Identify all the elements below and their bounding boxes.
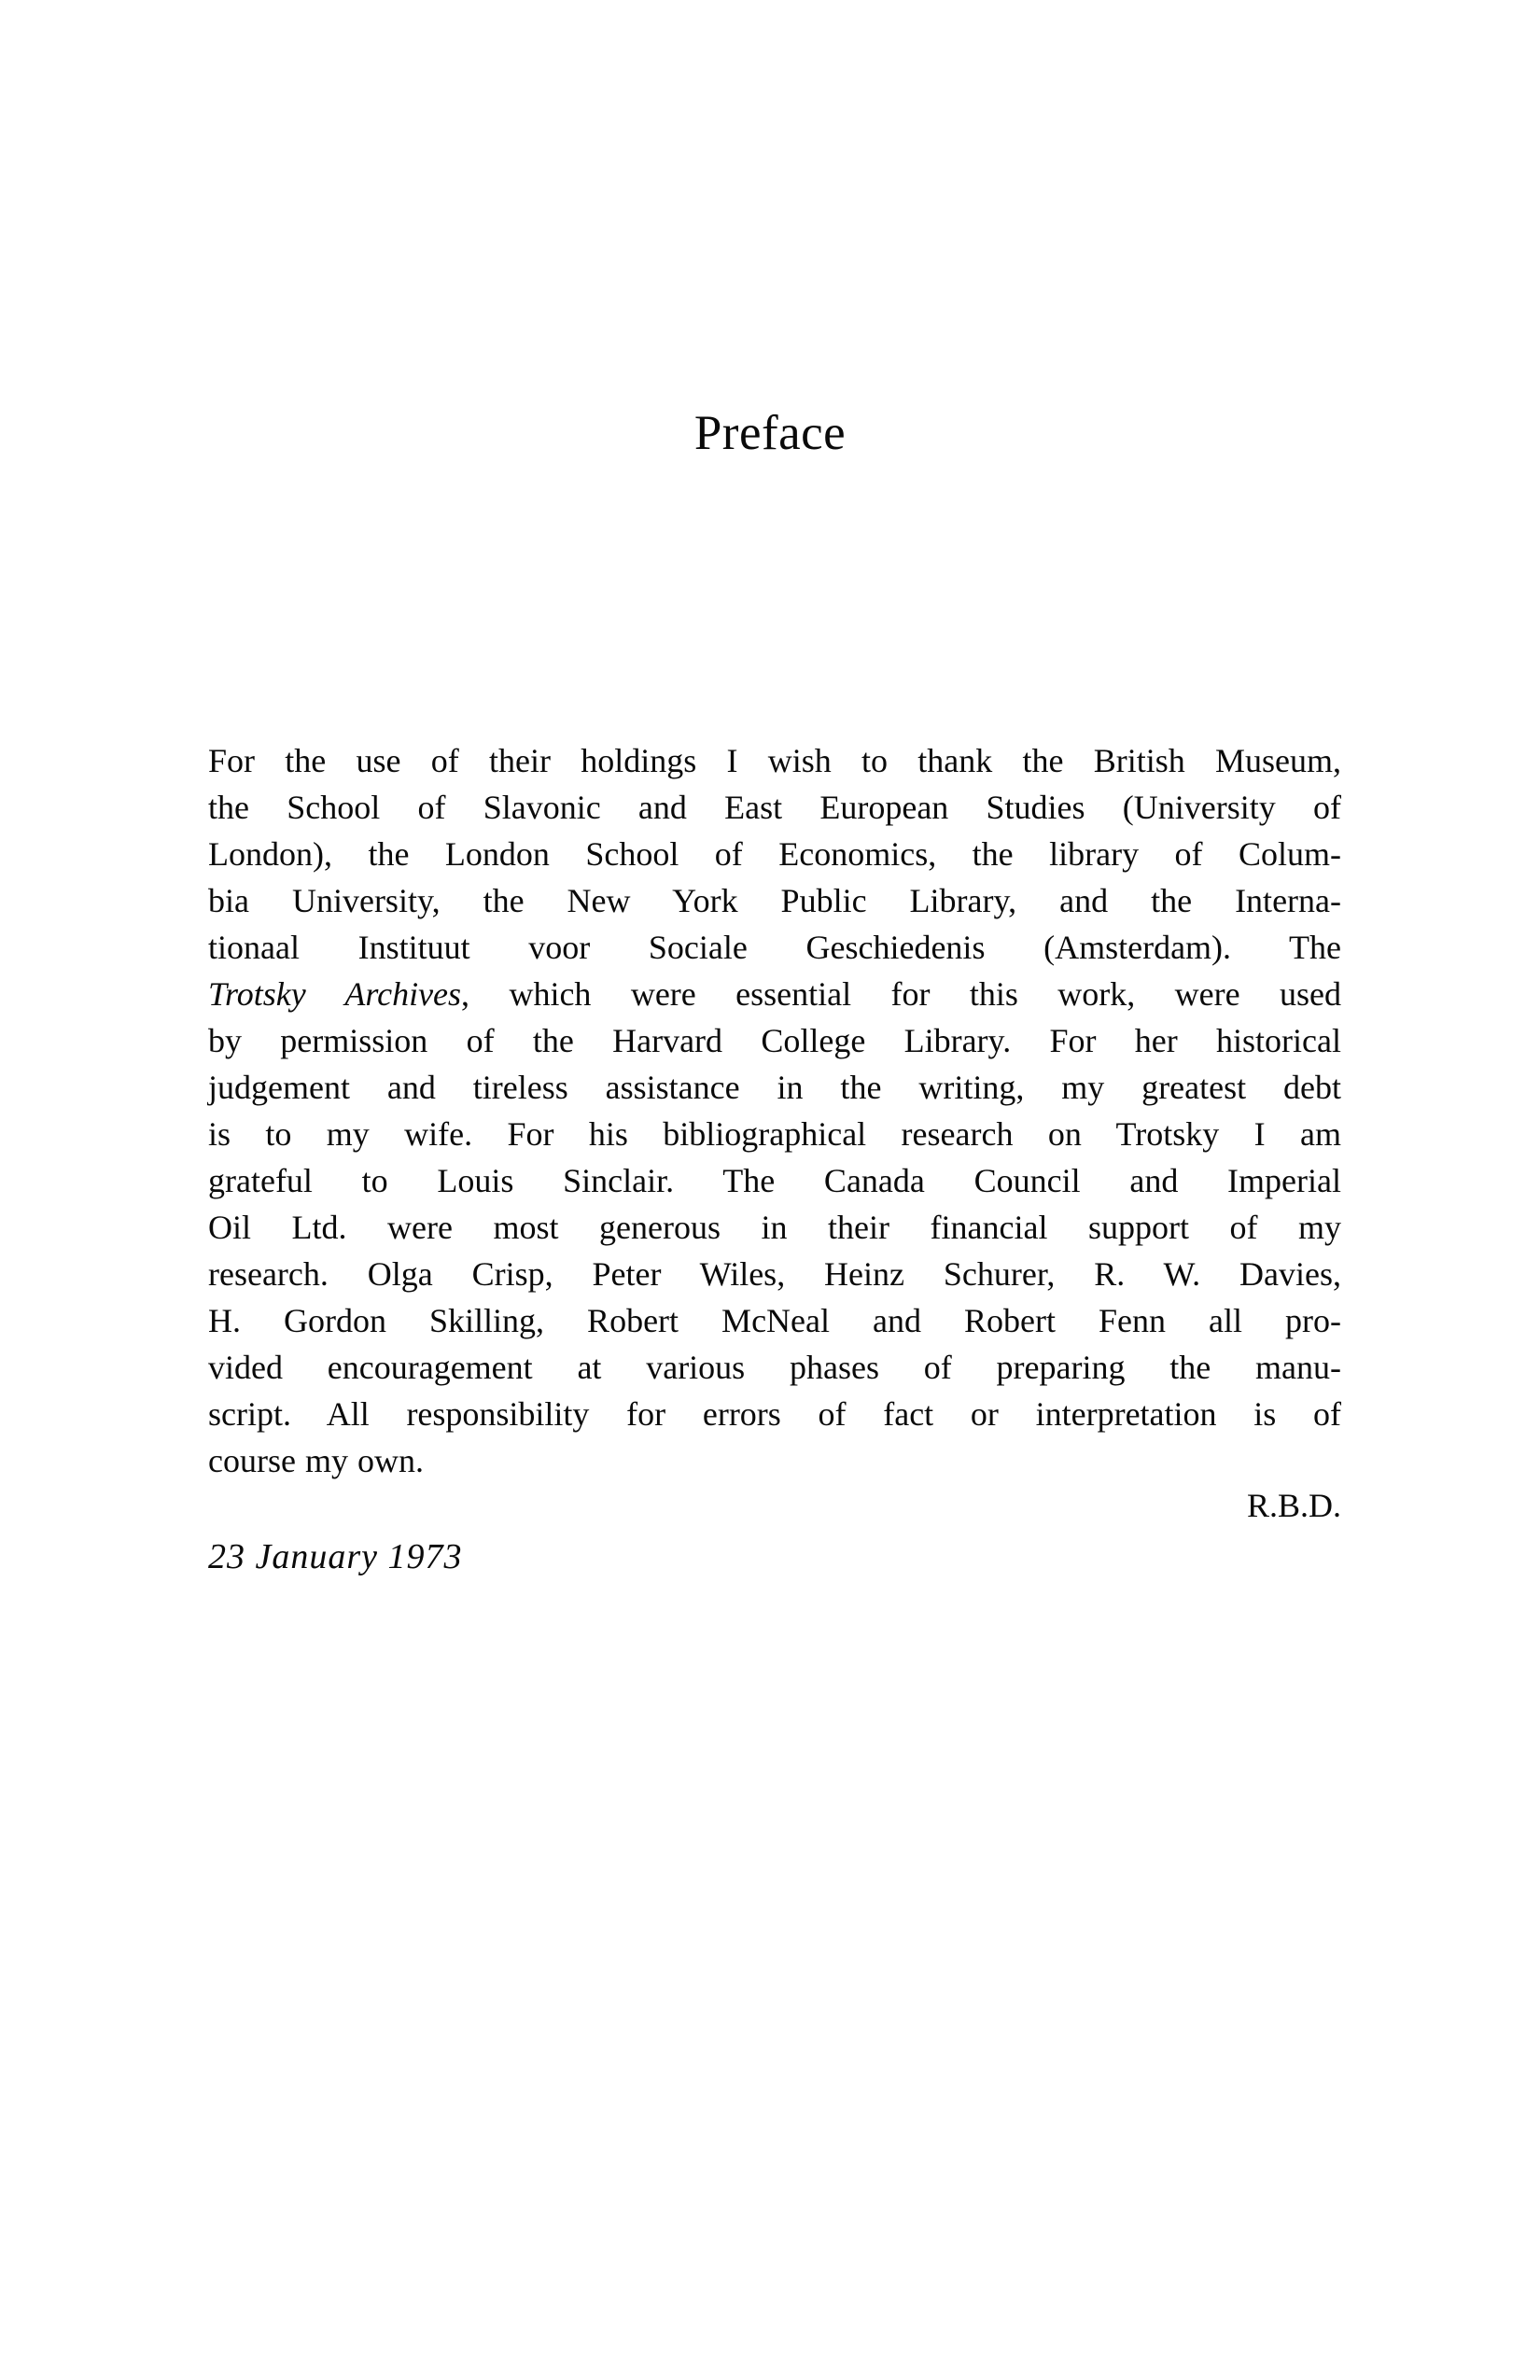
paragraph-line: is to my wife. For his bibliographical research on Trotsky I am — [208, 1115, 1341, 1153]
author-initials: R.B.D. — [1246, 1487, 1341, 1524]
paragraph-line: bia University, the New York Public Library, and the Interna- — [208, 882, 1341, 919]
paragraph-line: Oil Ltd. were most generous in their financial support of my — [208, 1209, 1341, 1246]
paragraph-line: H. Gordon Skilling, Robert McNeal and Robert Fenn all pro- — [208, 1302, 1341, 1339]
paragraph-line: vided encouragement at various phases of preparing the manu- — [208, 1349, 1341, 1386]
paragraph-line-rest: , which were essential for this work, were used — [461, 975, 1342, 1013]
paragraph-line: For the use of their holdings I wish to thank the British Museum, — [208, 742, 1341, 779]
italic-phrase: Trotsky Archives — [208, 975, 462, 1013]
paragraph-line: grateful to Louis Sinclair. The Canada Council and Imperial — [208, 1162, 1341, 1199]
page-title: Preface — [693, 406, 847, 460]
paragraph-line-last: course my own. — [208, 1442, 424, 1479]
paragraph-line: the School of Slavonic and East European Studies (University of — [208, 789, 1341, 826]
paragraph-line: judgement and tireless assistance in the writing, my greatest debt — [208, 1069, 1341, 1106]
preface-date: 23 January 1973 — [208, 1537, 463, 1576]
paragraph-line — [208, 971, 1341, 1017]
paragraph-line: tionaal Instituut voor Sociale Geschiedenis (Amsterdam). The — [208, 929, 1341, 966]
preface-paragraph — [208, 737, 1341, 1484]
paragraph-line: London), the London School of Economics, the library of Colum- — [208, 835, 1341, 873]
paragraph-line: script. All responsibility for errors of fact or interpretation is of — [208, 1395, 1341, 1433]
paragraph-line: by permission of the Harvard College Library. For her historical — [208, 1022, 1341, 1059]
paragraph-line: research. Olga Crisp, Peter Wiles, Heinz Schurer, R. W. Davies, — [208, 1255, 1341, 1293]
